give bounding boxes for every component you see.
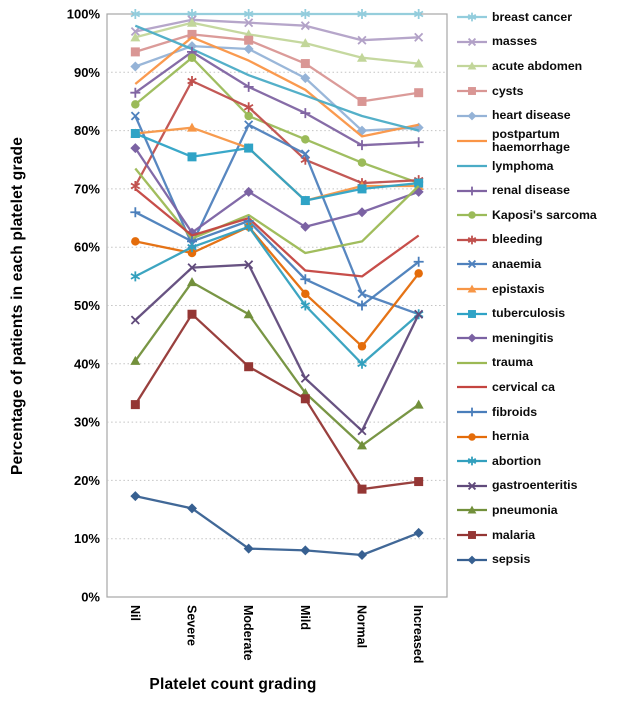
legend-item xyxy=(456,252,616,277)
legend-swatch-triangle-icon xyxy=(456,59,488,73)
series-marker-circle xyxy=(358,342,367,351)
series-marker-diamond xyxy=(130,61,140,71)
series-marker-x xyxy=(131,316,139,324)
series-marker-circle xyxy=(468,433,475,440)
series-marker-triangle xyxy=(244,309,254,318)
legend-item xyxy=(456,128,616,154)
series-marker-square xyxy=(414,88,423,97)
legend-swatch-triangle-icon xyxy=(456,503,488,517)
legend-item xyxy=(456,30,616,55)
series-marker-diamond xyxy=(357,207,367,217)
series-marker-square xyxy=(131,400,140,409)
series-line xyxy=(135,26,418,131)
x-tick-label: Normal xyxy=(354,605,369,649)
series-marker-diamond xyxy=(468,111,477,120)
series-marker-circle xyxy=(131,100,140,109)
series-line xyxy=(135,265,418,431)
series-marker-square xyxy=(301,394,310,403)
series-marker-plus xyxy=(468,408,477,417)
series-marker-plus xyxy=(300,108,310,118)
y-tick-label: 100% xyxy=(66,6,100,22)
legend-swatch-none-icon xyxy=(456,134,488,148)
series-marker-plus xyxy=(130,207,140,217)
legend-label: trauma xyxy=(492,355,534,370)
legend-item xyxy=(456,424,616,449)
series-marker-plus xyxy=(468,186,477,195)
y-tick-label: 20% xyxy=(73,472,100,488)
legend-swatch-x-icon xyxy=(456,35,488,49)
series-marker-plus xyxy=(357,140,367,150)
legend-label: breast cancer xyxy=(492,9,572,24)
y-tick-label: 70% xyxy=(73,181,100,197)
y-tick-label: 90% xyxy=(73,64,100,80)
legend-label: meningitis xyxy=(492,330,554,345)
legend-item xyxy=(456,326,616,351)
legend-swatch-star-icon xyxy=(456,10,488,24)
legend-item xyxy=(456,301,616,326)
legend-swatch-diamond-icon xyxy=(456,331,488,345)
series-marker-diamond xyxy=(468,555,477,564)
legend-item xyxy=(456,228,616,253)
y-tick-label: 10% xyxy=(73,531,100,547)
legend-swatch-none-icon xyxy=(456,380,488,394)
series-marker-square xyxy=(301,196,310,205)
series-marker-square xyxy=(188,152,197,161)
legend-swatch-x-icon xyxy=(456,479,488,493)
legend-swatch-square-icon xyxy=(456,307,488,321)
series-marker-square xyxy=(468,531,476,539)
legend-swatch-circle-icon xyxy=(456,430,488,444)
y-axis-title: Percentage of patients in each platelet grade xyxy=(9,136,26,476)
x-tick-label: Increased xyxy=(411,605,426,664)
x-tick-label: Nil xyxy=(127,605,142,621)
legend-item xyxy=(456,54,616,79)
series-marker-circle xyxy=(301,290,310,299)
legend-item xyxy=(456,400,616,425)
series-marker-square xyxy=(414,477,423,486)
series-marker-circle xyxy=(414,269,423,278)
legend-label: fibroids xyxy=(492,404,538,419)
legend-item xyxy=(456,351,616,376)
series-marker-square xyxy=(131,47,140,56)
legend-label: postpartum haemorrhage xyxy=(492,126,570,154)
series-marker-x xyxy=(301,374,309,382)
legend-item xyxy=(456,523,616,548)
series-marker-diamond xyxy=(357,550,367,560)
legend-label: epistaxis xyxy=(492,281,545,296)
legend-item xyxy=(456,474,616,499)
series-marker-square xyxy=(301,59,310,68)
series-marker-star xyxy=(131,271,140,281)
legend-label: bleeding xyxy=(492,232,543,247)
series-marker-diamond xyxy=(300,545,310,555)
series-marker-square xyxy=(244,362,253,371)
series-marker-square xyxy=(244,144,253,153)
series-marker-diamond xyxy=(414,123,424,133)
x-tick-label: Severe xyxy=(184,605,199,647)
x-tick-label: Mild xyxy=(297,605,312,630)
series-marker-circle xyxy=(358,158,367,167)
x-axis-title: Platelet count grading xyxy=(149,676,317,693)
legend-label: sepsis xyxy=(492,552,531,567)
legend-swatch-diamond-icon xyxy=(456,553,488,567)
series-marker-square xyxy=(131,129,140,138)
legend-swatch-square-icon xyxy=(456,84,488,98)
y-tick-label: 30% xyxy=(73,414,100,430)
series-marker-diamond xyxy=(300,222,310,232)
y-tick-label: 60% xyxy=(73,239,100,255)
series-marker-circle xyxy=(131,237,140,246)
legend-label: hernia xyxy=(492,429,529,444)
legend-item xyxy=(456,449,616,474)
legend-label: lymphoma xyxy=(492,158,554,173)
legend-swatch-x-icon xyxy=(456,257,488,271)
series-marker-x xyxy=(358,427,366,435)
legend-item xyxy=(456,203,616,228)
legend-swatch-triangle-icon xyxy=(456,282,488,296)
legend-label: cysts xyxy=(492,83,524,98)
series-marker-square xyxy=(358,485,367,494)
legend-item xyxy=(456,5,616,30)
legend-label: anaemia xyxy=(492,257,542,271)
legend-swatch-diamond-icon xyxy=(456,109,488,123)
y-tick-label: 40% xyxy=(73,356,100,372)
legend-item xyxy=(456,103,616,128)
series-marker-triangle xyxy=(187,277,197,286)
series-line xyxy=(135,116,418,314)
legend-swatch-plus-icon xyxy=(456,184,488,198)
series-marker-circle xyxy=(188,53,197,62)
legend-item xyxy=(456,178,616,203)
legend-label: renal disease xyxy=(492,183,570,198)
legend-swatch-circle-icon xyxy=(456,208,488,222)
legend-item xyxy=(456,375,616,400)
y-tick-label: 0% xyxy=(81,589,100,605)
legend-item xyxy=(456,277,616,302)
legend-label: acute abdomen xyxy=(492,59,583,74)
legend-item xyxy=(456,79,616,104)
legend-label: tuberculosis xyxy=(492,306,566,321)
y-tick-label: 80% xyxy=(73,123,100,139)
legend-swatch-star-icon xyxy=(456,233,488,247)
series-marker-square xyxy=(468,87,476,95)
legend-label: Kaposi's sarcoma xyxy=(492,207,597,222)
series-line xyxy=(135,496,418,555)
series-marker-circle xyxy=(301,135,310,144)
series-marker-circle xyxy=(468,212,475,219)
legend-label: malaria xyxy=(492,527,536,542)
legend-label: pneumonia xyxy=(492,502,558,517)
legend-label: masses xyxy=(492,34,538,49)
legend xyxy=(456,5,616,572)
series-marker-diamond xyxy=(414,528,424,538)
legend-label: heart disease xyxy=(492,108,571,123)
legend-swatch-none-icon xyxy=(456,356,488,370)
series-marker-square xyxy=(188,310,197,319)
series-marker-square xyxy=(468,310,476,318)
legend-swatch-none-icon xyxy=(456,159,488,173)
series-marker-circle xyxy=(244,112,253,121)
series-marker-plus xyxy=(414,137,424,147)
legend-item xyxy=(456,547,616,572)
series-line xyxy=(135,20,418,40)
x-tick-label: Moderate xyxy=(241,605,256,661)
legend-label: gastroenteritis xyxy=(492,478,578,493)
legend-item xyxy=(456,498,616,523)
series-marker-square xyxy=(358,184,367,193)
series-line xyxy=(135,189,418,277)
legend-swatch-plus-icon xyxy=(456,405,488,419)
legend-label: cervical ca xyxy=(492,379,555,394)
series-marker-diamond xyxy=(130,491,140,501)
legend-label: abortion xyxy=(492,453,542,468)
series-marker-diamond xyxy=(468,334,477,343)
y-tick-label: 50% xyxy=(73,298,100,313)
series-marker-triangle xyxy=(414,400,424,409)
legend-swatch-square-icon xyxy=(456,528,488,542)
series-marker-square xyxy=(358,97,367,106)
series-marker-diamond xyxy=(244,44,254,54)
legend-swatch-star-icon xyxy=(456,454,488,468)
legend-item xyxy=(456,154,616,179)
series-marker-square xyxy=(244,36,253,45)
